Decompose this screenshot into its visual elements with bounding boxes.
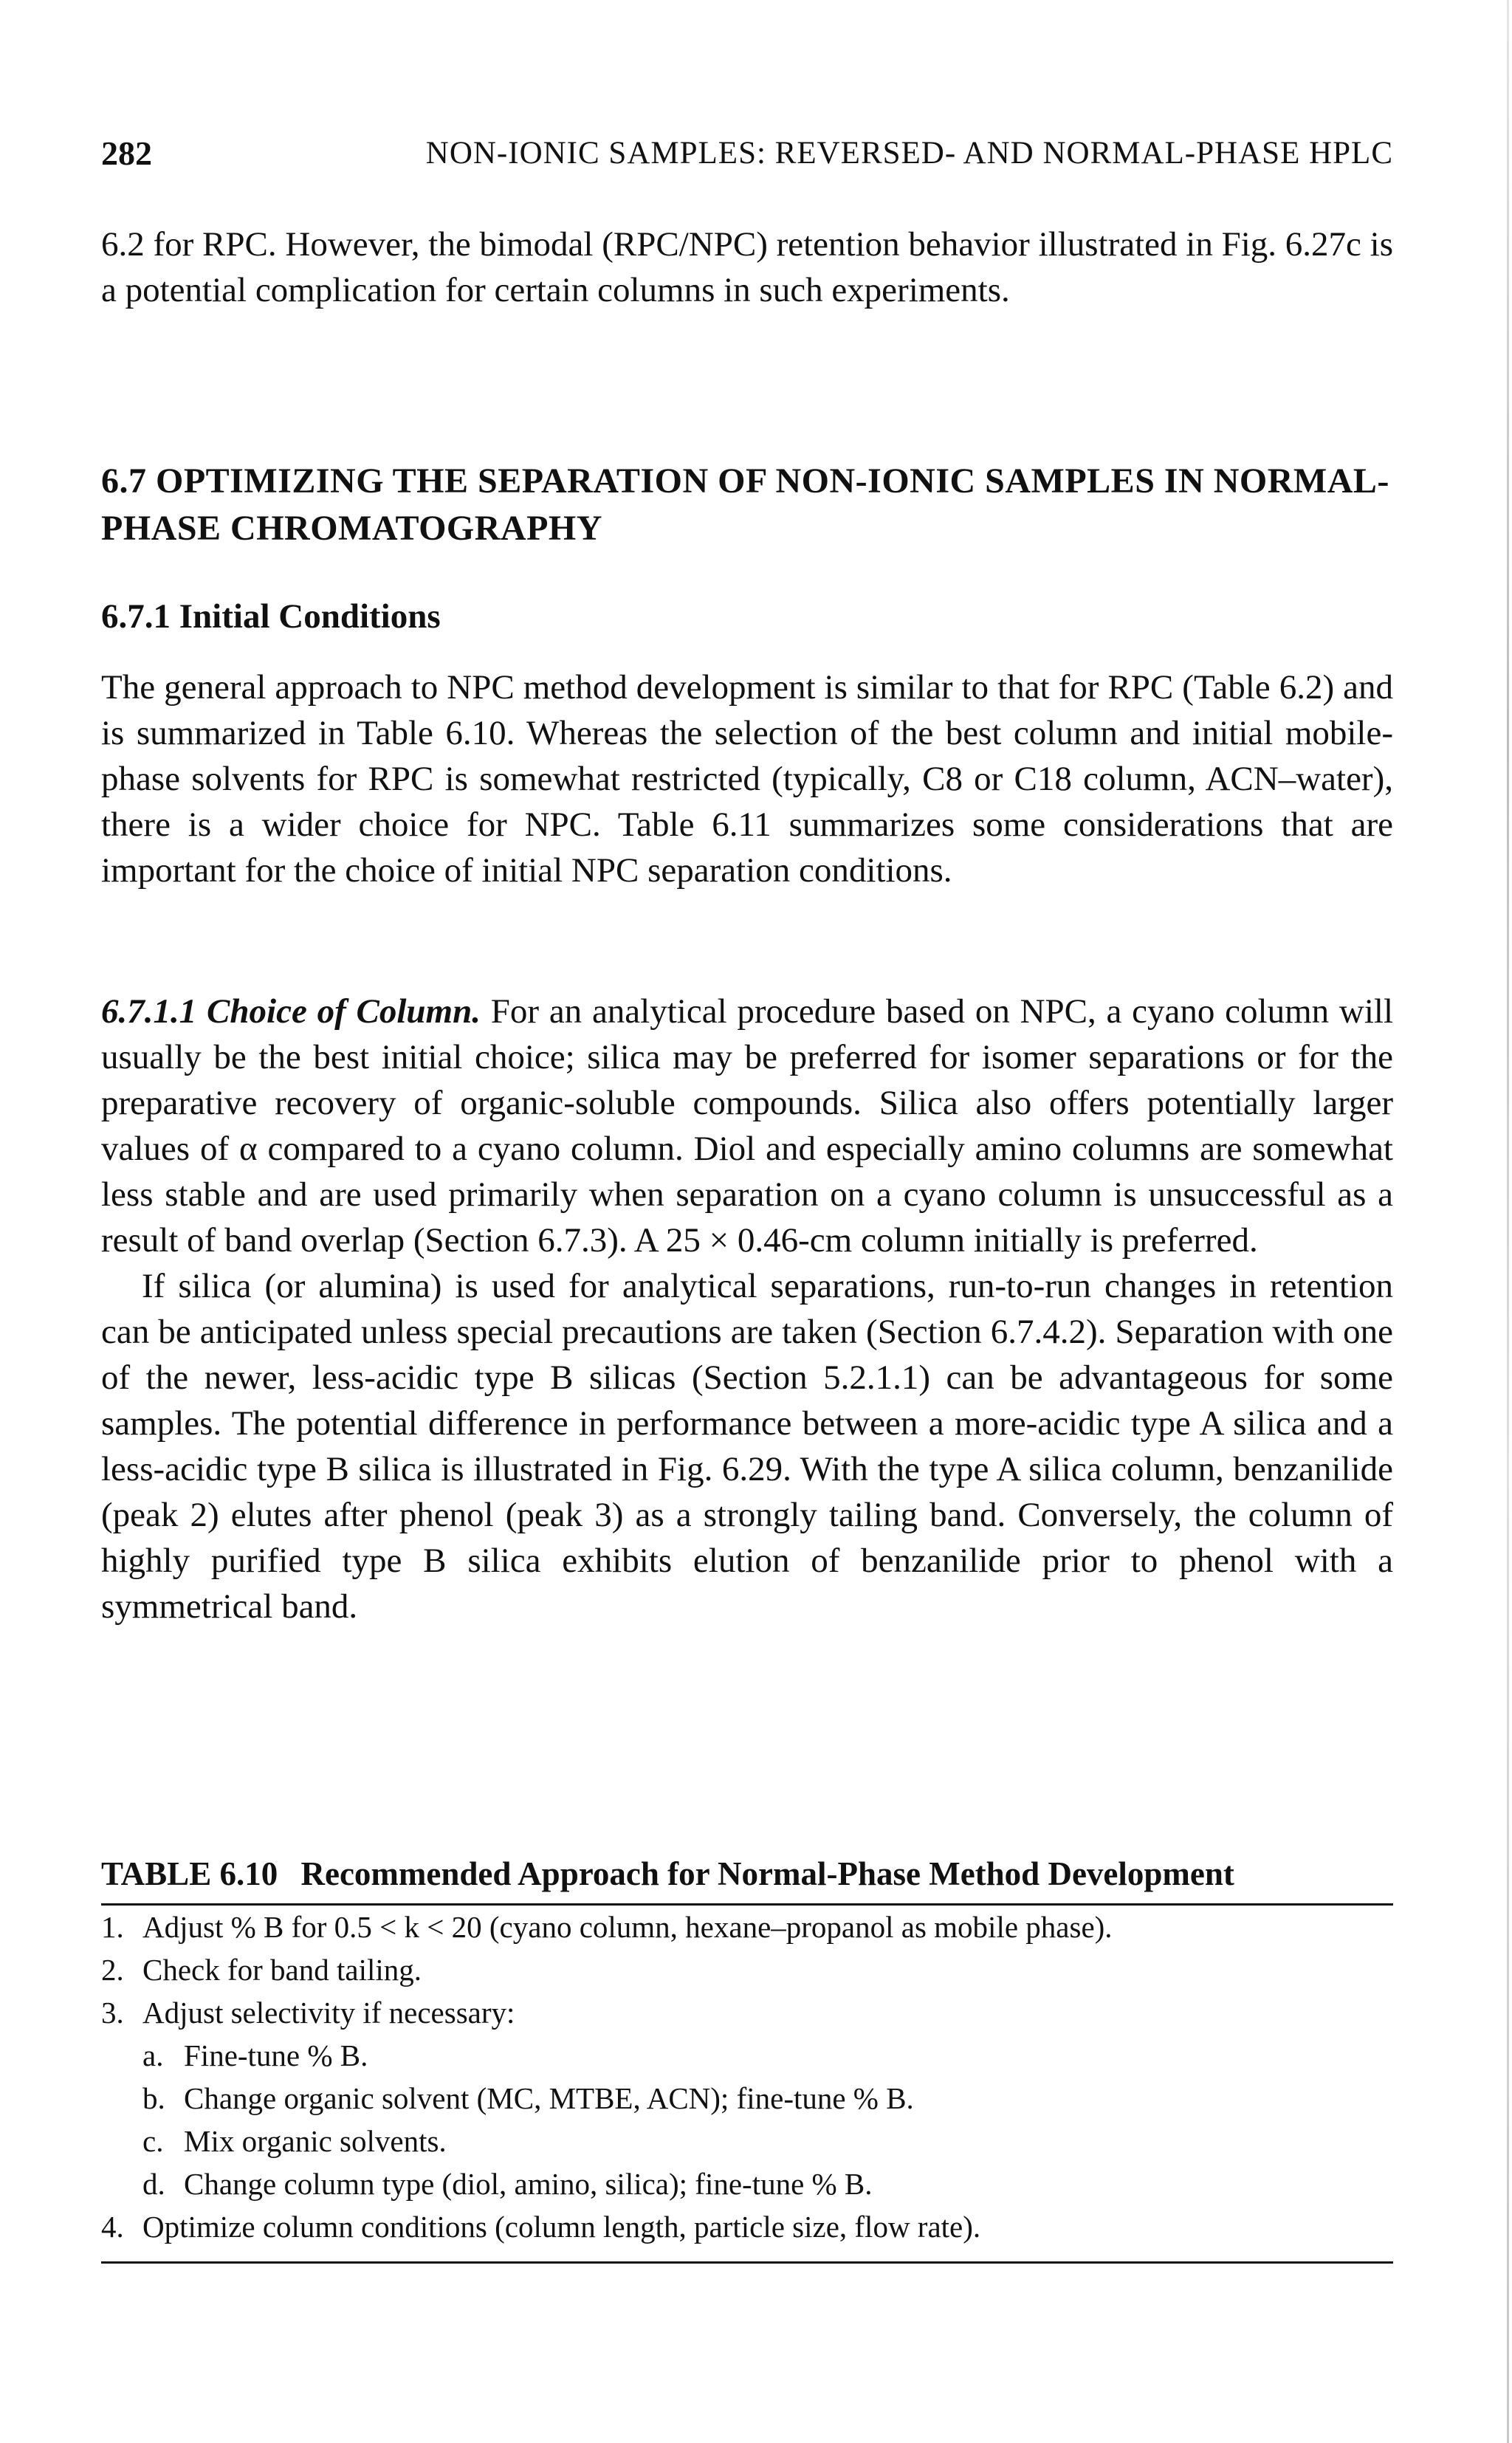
table-subitem-letter: d.: [142, 2167, 165, 2201]
table-subitem: [142, 2034, 1393, 2077]
table-item-text: Adjust selectivity if necessary:: [142, 1996, 515, 2030]
table-subitem-text: Fine-tune % B.: [184, 2038, 368, 2072]
table-item-number: 3.: [101, 1996, 124, 2030]
column-choice-block: [101, 989, 1393, 1629]
page-number: 282: [101, 134, 152, 172]
subsection-heading: 6.7.1 Initial Conditions: [101, 597, 441, 636]
table-subitem: [142, 2120, 1393, 2162]
table-item-number: 1.: [101, 1910, 124, 1944]
table-subitem: [142, 2162, 1393, 2205]
intro-paragraph-block: [101, 221, 1393, 313]
intro-paragraph: 6.2 for RPC. However, the bimodal (RPC/NPC) retention behavior illustrated in Fig. 6.27c is a potential complication for certain columns in such experiments.: [101, 225, 1393, 309]
table-subitem-text: Change organic solvent (MC, MTBE, ACN); fine-tune % B.: [184, 2081, 914, 2115]
table-item: [101, 1991, 1393, 2034]
table-item-text: Adjust % B for 0.5 < k < 20 (cyano column, hexane–propanol as mobile phase).: [142, 1910, 1113, 1944]
table-subitem-letter: b.: [142, 2081, 165, 2115]
subsubsection-title: Choice of Column.: [207, 992, 481, 1031]
table-bottom-rule: [101, 2261, 1393, 2264]
table-subitem-letter: a.: [142, 2038, 164, 2072]
table-item: [101, 1948, 1393, 1991]
page-header: [101, 131, 1393, 176]
table-6-10: [101, 1852, 1393, 2264]
general-approach-paragraph: The general approach to NPC method development is similar to that for RPC (Table 6.2) and is summarized in Table 6.10. Whereas the selection of the best column and initial mobile-phase solvents for RPC is somewhat restricted (typically, C8 or C18 column, ACN–water), there is a wider choice for NPC. Table 6.11 summarizes some considerations that are important for the choice of initial NPC separation conditions.: [101, 668, 1393, 890]
subsubsection-number: 6.7.1.1: [101, 992, 197, 1031]
table-subitem-text: Mix organic solvents.: [184, 2124, 447, 2158]
table-item-number: 4.: [101, 2210, 124, 2244]
column-choice-text: For an analytical procedure based on NPC, a cyano column will usually be the best initial choice; silica may be preferred for isomer separations or for the preparative recovery of organic-soluble compounds. Silica also offers potentially larger values of α compared to a cyano column. Diol and especially amino columns are somewhat less stable and are used primarily when separation on a cyano column is unsuccessful as a result of band overlap (Section 6.7.3). A 25 × 0.46-cm column initially is preferred.: [101, 992, 1394, 1260]
running-head: NON-IONIC SAMPLES: REVERSED- AND NORMAL-PHASE HPLC: [425, 136, 1393, 171]
table-item-text: Check for band tailing.: [142, 1953, 422, 1987]
scan-edge-shadow: [1507, 0, 1509, 2443]
table-item-number: 2.: [101, 1953, 124, 1987]
table-label: TABLE 6.10: [101, 1855, 278, 1892]
table-subitem: [142, 2077, 1393, 2120]
approach-paragraph-block: [101, 664, 1393, 893]
table-list: [101, 1906, 1393, 2248]
silica-paragraph: If silica (or alumina) is used for analytical separations, run-to-run changes in retention can be anticipated unless special precautions are taken (Section 6.7.4.2). Separation with one of the newer, less-acidic type B silicas (Section 5.2.1.1) can be advantageous for some samples. The potential difference in performance between a more-acidic type A silica and a less-acidic type B silica is illustrated in Fig. 6.29. With the type A silica column, benzanilide (peak 2) elutes after phenol (peak 3) as a strongly tailing band. Conversely, the column of highly purified type B silica exhibits elution of benzanilide prior to phenol with a symmetrical band.: [101, 1267, 1393, 1626]
table-title: Recommended Approach for Normal-Phase Method Development: [300, 1855, 1234, 1892]
table-item-text: Optimize column conditions (column length, particle size, flow rate).: [142, 2210, 981, 2244]
table-caption: [101, 1852, 1393, 1896]
table-item: [101, 1906, 1393, 1948]
table-item: [101, 2205, 1393, 2248]
section-heading: 6.7 OPTIMIZING THE SEPARATION OF NON-IONIC SAMPLES IN NORMAL-PHASE CHROMATOGRAPHY: [101, 461, 1389, 548]
column-choice-paragraph: [101, 989, 1393, 1263]
table-subitem-letter: c.: [142, 2124, 164, 2158]
table-subitem-text: Change column type (diol, amino, silica); fine-tune % B.: [184, 2167, 873, 2201]
